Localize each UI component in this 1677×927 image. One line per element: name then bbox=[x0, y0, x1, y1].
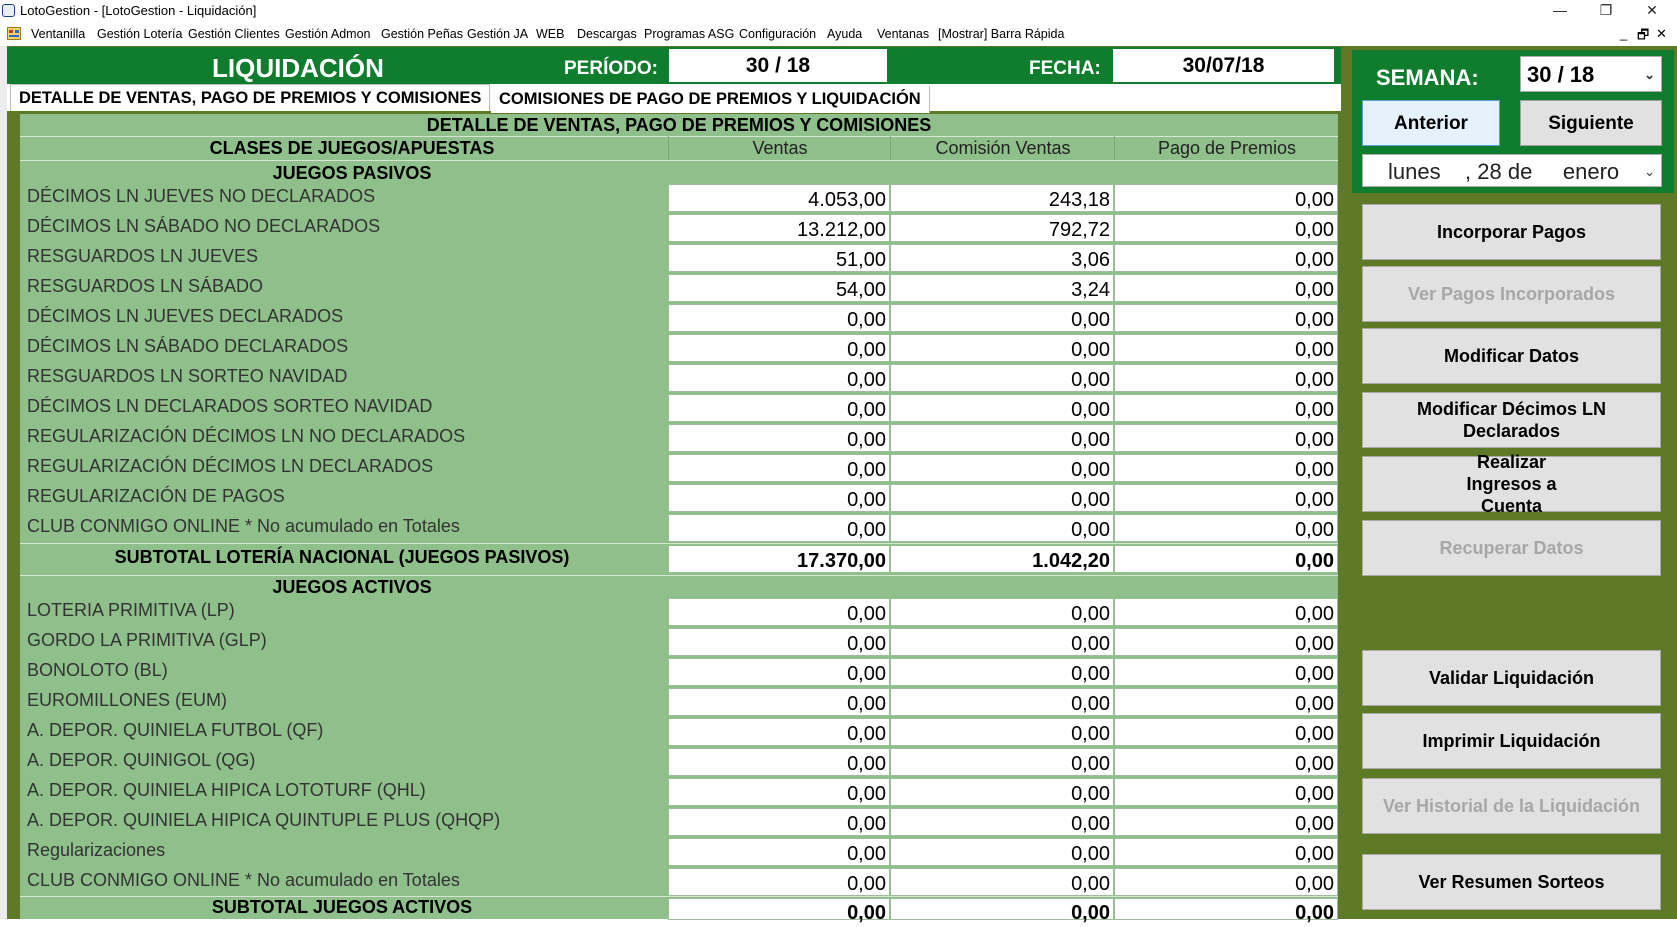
comision-cell[interactable]: 0,00 bbox=[890, 718, 1114, 746]
ventas-cell[interactable]: 0,00 bbox=[668, 838, 890, 866]
comision-cell[interactable]: 0,00 bbox=[890, 868, 1114, 896]
table-row bbox=[20, 837, 1338, 867]
comision-cell[interactable]: 0,00 bbox=[890, 838, 1114, 866]
ventas-cell[interactable]: 0,00 bbox=[668, 688, 890, 716]
row-label: DÉCIMOS LN SÁBADO NO DECLARADOS bbox=[27, 216, 381, 236]
row-label: DÉCIMOS LN SÁBADO DECLARADOS bbox=[27, 336, 349, 356]
mdi-child-icon[interactable] bbox=[7, 27, 21, 40]
ver-historial-button[interactable]: Ver Historial de la Liquidación bbox=[1362, 778, 1661, 834]
comision-cell[interactable]: 0,00 bbox=[890, 304, 1114, 332]
premios-cell[interactable]: 0,00 bbox=[1114, 658, 1338, 686]
table-row bbox=[20, 483, 1338, 513]
col-header-comision: Comisión Ventas bbox=[890, 136, 1115, 160]
subtotal-premios: 0,00 bbox=[1114, 898, 1338, 920]
realizar-ingresos-button[interactable]: Realizar Ingresos a Cuenta bbox=[1362, 456, 1661, 512]
recuperar-datos-button[interactable]: Recuperar Datos bbox=[1362, 520, 1661, 576]
table-row bbox=[20, 273, 1338, 303]
row-label: RESGUARDOS LN SÁBADO bbox=[27, 276, 264, 296]
modificar-decimos-button[interactable]: Modificar Décimos LN Declarados bbox=[1362, 392, 1661, 448]
chevron-down-icon: ⌄ bbox=[1644, 67, 1655, 82]
ventas-cell[interactable]: 0,00 bbox=[668, 868, 890, 896]
premios-cell[interactable]: 0,00 bbox=[1114, 244, 1338, 272]
comision-cell[interactable]: 0,00 bbox=[890, 424, 1114, 452]
comision-cell[interactable]: 0,00 bbox=[890, 394, 1114, 422]
date-picker[interactable] bbox=[1362, 154, 1662, 187]
row-label: Regularizaciones bbox=[27, 840, 166, 860]
row-label: A. DEPOR. QUINIELA HIPICA QUINTUPLE PLUS (QHQP) bbox=[27, 810, 501, 830]
premios-cell[interactable]: 0,00 bbox=[1114, 364, 1338, 392]
table-row bbox=[20, 513, 1338, 543]
col-header-premios: Pago de Premios bbox=[1114, 136, 1339, 160]
menu-configuracion[interactable]: Configuración bbox=[739, 27, 817, 41]
subtotal-ventas: 0,00 bbox=[668, 898, 890, 920]
table-row bbox=[20, 363, 1338, 393]
table-row bbox=[20, 453, 1338, 483]
menu-programas-asg[interactable]: Programas ASG bbox=[644, 27, 735, 41]
menu-ventanas[interactable]: Ventanas bbox=[877, 27, 930, 41]
table-row bbox=[20, 423, 1338, 453]
table-row bbox=[20, 807, 1338, 837]
semana-label: SEMANA: bbox=[1376, 65, 1479, 90]
subtotal-row bbox=[20, 544, 1338, 574]
premios-cell[interactable]: 0,00 bbox=[1114, 424, 1338, 452]
ventas-cell[interactable]: 0,00 bbox=[668, 334, 890, 362]
table-row bbox=[20, 393, 1338, 423]
premios-cell[interactable]: 0,00 bbox=[1114, 214, 1338, 242]
ventas-cell[interactable]: 0,00 bbox=[668, 394, 890, 422]
ventas-cell[interactable]: 0,00 bbox=[668, 514, 890, 542]
comision-cell[interactable]: 0,00 bbox=[890, 658, 1114, 686]
premios-cell[interactable]: 0,00 bbox=[1114, 598, 1338, 626]
maximize-button[interactable]: ❐ bbox=[1599, 2, 1613, 18]
incorporar-pagos-button[interactable]: Incorporar Pagos bbox=[1362, 204, 1661, 260]
menu-gestion-clientes[interactable]: Gestión Clientes bbox=[188, 27, 280, 41]
table-row bbox=[20, 183, 1338, 213]
menu-gestion-admon[interactable]: Gestión Admon bbox=[285, 27, 371, 41]
chevron-down-icon: ⌄ bbox=[1642, 155, 1655, 187]
premios-cell[interactable]: 0,00 bbox=[1114, 718, 1338, 746]
comision-cell[interactable]: 0,00 bbox=[890, 598, 1114, 626]
mdi-minimize-button[interactable]: _ bbox=[1620, 26, 1628, 41]
row-label: DÉCIMOS LN JUEVES DECLARADOS bbox=[27, 306, 344, 326]
row-label: A. DEPOR. QUINIELA HIPICA LOTOTURF (QHL) bbox=[27, 780, 426, 800]
comision-cell[interactable]: 0,00 bbox=[890, 688, 1114, 716]
row-label: DÉCIMOS LN DECLARADOS SORTEO NAVIDAD bbox=[27, 396, 433, 416]
table-row bbox=[20, 687, 1338, 717]
row-label: BONOLOTO (BL) bbox=[27, 660, 168, 680]
comision-cell[interactable]: 0,00 bbox=[890, 778, 1114, 806]
row-label: LOTERIA PRIMITIVA (LP) bbox=[27, 600, 235, 620]
ventas-cell[interactable]: 54,00 bbox=[668, 274, 890, 302]
ventas-cell[interactable]: 0,00 bbox=[668, 364, 890, 392]
premios-cell[interactable]: 0,00 bbox=[1114, 628, 1338, 656]
mdi-restore-button[interactable]: 🗗 bbox=[1637, 27, 1650, 42]
semana-select[interactable] bbox=[1520, 56, 1662, 92]
app-icon bbox=[2, 4, 15, 17]
comision-cell[interactable]: 0,00 bbox=[890, 484, 1114, 512]
ventas-cell[interactable]: 0,00 bbox=[668, 424, 890, 452]
table-row bbox=[20, 717, 1338, 747]
ventas-cell[interactable]: 0,00 bbox=[668, 454, 890, 482]
fecha-value: 30/07/18 bbox=[1113, 49, 1334, 82]
table-row bbox=[20, 597, 1338, 627]
premios-cell[interactable]: 0,00 bbox=[1114, 838, 1338, 866]
ventas-cell[interactable]: 4.053,00 bbox=[668, 184, 890, 212]
premios-cell[interactable]: 0,00 bbox=[1114, 748, 1338, 776]
ventas-cell[interactable]: 0,00 bbox=[668, 598, 890, 626]
row-label: A. DEPOR. QUINIGOL (QG) bbox=[27, 750, 256, 770]
minimize-button[interactable]: — bbox=[1553, 2, 1567, 18]
modificar-datos-button[interactable]: Modificar Datos bbox=[1362, 328, 1661, 384]
premios-cell[interactable]: 0,00 bbox=[1114, 688, 1338, 716]
row-label: EUROMILLONES (EUM) bbox=[27, 690, 228, 710]
menu-descargas[interactable]: Descargas bbox=[577, 27, 637, 41]
row-label: REGULARIZACIÓN DE PAGOS bbox=[27, 486, 285, 506]
validar-liquidacion-button[interactable]: Validar Liquidación bbox=[1362, 650, 1661, 706]
menu-barra-rapida[interactable]: [Mostrar] Barra Rápida bbox=[938, 27, 1065, 41]
title-bar bbox=[0, 0, 1677, 22]
premios-cell[interactable]: 0,00 bbox=[1114, 334, 1338, 362]
ventas-cell[interactable]: 0,00 bbox=[668, 484, 890, 512]
left-border bbox=[0, 46, 7, 919]
col-header-clases: CLASES DE JUEGOS/APUESTAS bbox=[209, 138, 495, 158]
table-row bbox=[20, 333, 1338, 363]
comision-cell[interactable]: 0,00 bbox=[890, 628, 1114, 656]
row-label: RESGUARDOS LN JUEVES bbox=[27, 246, 259, 266]
premios-cell[interactable]: 0,00 bbox=[1114, 484, 1338, 512]
table-row bbox=[20, 867, 1338, 897]
premios-cell[interactable]: 0,00 bbox=[1114, 778, 1338, 806]
subtotal-row bbox=[20, 897, 1338, 924]
row-label: CLUB CONMIGO ONLINE * No acumulado en Totales bbox=[27, 870, 460, 890]
ventas-cell[interactable]: 13.212,00 bbox=[668, 214, 890, 242]
table-row bbox=[20, 303, 1338, 333]
comision-cell[interactable]: 0,00 bbox=[890, 748, 1114, 776]
premios-cell[interactable]: 0,00 bbox=[1114, 808, 1338, 836]
subtotal-ventas: 17.370,00 bbox=[668, 545, 890, 573]
subtotal-premios: 0,00 bbox=[1114, 545, 1338, 573]
semana-value: 30 / 18 bbox=[1527, 62, 1595, 87]
comision-cell[interactable]: 0,00 bbox=[890, 334, 1114, 362]
ventas-cell[interactable]: 0,00 bbox=[668, 808, 890, 836]
section-juegos-activos: JUEGOS ACTIVOS bbox=[272, 577, 432, 597]
table-row bbox=[20, 213, 1338, 243]
premios-cell[interactable]: 0,00 bbox=[1114, 274, 1338, 302]
subtotal-comision: 0,00 bbox=[890, 898, 1114, 920]
close-window-button[interactable]: ✕ bbox=[1646, 2, 1658, 18]
fecha-label: FECHA: bbox=[1029, 58, 1101, 79]
row-label: CLUB CONMIGO ONLINE * No acumulado en Totales bbox=[27, 516, 460, 536]
ventas-cell[interactable]: 0,00 bbox=[668, 748, 890, 776]
menu-gestion-loteria[interactable]: Gestión Lotería bbox=[97, 27, 183, 41]
table-row bbox=[20, 627, 1338, 657]
table-row bbox=[20, 747, 1338, 777]
tab-comisiones-liquidacion[interactable]: COMISIONES DE PAGO DE PREMIOS Y LIQUIDACIÓN bbox=[491, 86, 930, 113]
comision-cell[interactable]: 0,00 bbox=[890, 364, 1114, 392]
subtotal-comision: 1.042,20 bbox=[890, 545, 1114, 573]
table-title: DETALLE DE VENTAS, PAGO DE PREMIOS Y COMISIONES bbox=[426, 115, 932, 135]
row-label: A. DEPOR. QUINIELA FUTBOL (QF) bbox=[27, 720, 324, 740]
row-label: RESGUARDOS LN SORTEO NAVIDAD bbox=[27, 366, 348, 386]
premios-cell[interactable]: 0,00 bbox=[1114, 454, 1338, 482]
table-row bbox=[20, 243, 1338, 273]
comision-cell[interactable]: 0,00 bbox=[890, 454, 1114, 482]
table-row bbox=[20, 657, 1338, 687]
ver-pagos-incorporados-button[interactable]: Ver Pagos Incorporados bbox=[1362, 266, 1661, 322]
premios-cell[interactable]: 0,00 bbox=[1114, 394, 1338, 422]
ventas-cell[interactable]: 51,00 bbox=[668, 244, 890, 272]
premios-cell[interactable]: 0,00 bbox=[1114, 184, 1338, 212]
periodo-value: 30 / 18 bbox=[669, 49, 887, 82]
date-value: lunes , 28 de enero bbox=[1388, 159, 1620, 184]
premios-cell[interactable]: 0,00 bbox=[1114, 304, 1338, 332]
col-header-ventas: Ventas bbox=[668, 136, 891, 160]
premios-cell[interactable]: 0,00 bbox=[1114, 514, 1338, 542]
subtotal-label: SUBTOTAL LOTERÍA NACIONAL (JUEGOS PASIVOS) bbox=[114, 547, 570, 567]
comision-cell[interactable]: 3,24 bbox=[890, 274, 1114, 302]
table-row bbox=[20, 777, 1338, 807]
row-label: REGULARIZACIÓN DÉCIMOS LN NO DECLARADOS bbox=[27, 426, 466, 446]
ventas-cell[interactable]: 0,00 bbox=[668, 718, 890, 746]
divider bbox=[20, 160, 1338, 161]
comision-cell[interactable]: 3,06 bbox=[890, 244, 1114, 272]
ventas-cell[interactable]: 0,00 bbox=[668, 304, 890, 332]
ventas-cell[interactable]: 0,00 bbox=[668, 628, 890, 656]
menu-web[interactable]: WEB bbox=[536, 27, 565, 41]
tab-detalle-ventas[interactable]: DETALLE DE VENTAS, PAGO DE PREMIOS Y COMISIONES bbox=[10, 84, 490, 111]
comision-cell[interactable]: 0,00 bbox=[890, 514, 1114, 542]
tab-strip bbox=[7, 84, 1341, 111]
imprimir-liquidacion-button[interactable]: Imprimir Liquidación bbox=[1362, 713, 1661, 769]
comision-cell[interactable]: 792,72 bbox=[890, 214, 1114, 242]
menu-bar bbox=[0, 22, 1677, 47]
ventas-cell[interactable]: 0,00 bbox=[668, 658, 890, 686]
siguiente-button[interactable]: Siguiente bbox=[1520, 100, 1662, 146]
page-title: LIQUIDACIÓN bbox=[212, 53, 384, 83]
periodo-label: PERÍODO: bbox=[564, 58, 658, 79]
menu-ayuda[interactable]: Ayuda bbox=[827, 27, 863, 41]
menu-gestion-ja[interactable]: Gestión JA bbox=[467, 27, 529, 41]
ventas-cell[interactable]: 0,00 bbox=[668, 778, 890, 806]
comision-cell[interactable]: 0,00 bbox=[890, 808, 1114, 836]
row-label: DÉCIMOS LN JUEVES NO DECLARADOS bbox=[27, 186, 376, 206]
menu-ventanilla[interactable]: Ventanilla bbox=[31, 27, 86, 41]
row-label: GORDO LA PRIMITIVA (GLP) bbox=[27, 630, 267, 650]
ver-resumen-sorteos-button[interactable]: Ver Resumen Sorteos bbox=[1362, 854, 1661, 910]
menu-gestion-penas[interactable]: Gestión Peñas bbox=[381, 27, 463, 41]
mdi-close-button[interactable]: ✕ bbox=[1656, 26, 1667, 41]
section-juegos-pasivos: JUEGOS PASIVOS bbox=[272, 163, 432, 183]
anterior-button[interactable]: Anterior bbox=[1362, 100, 1500, 146]
window-title: LotoGestion - [LotoGestion - Liquidación] bbox=[20, 3, 257, 18]
comision-cell[interactable]: 243,18 bbox=[890, 184, 1114, 212]
subtotal-label: SUBTOTAL JUEGOS ACTIVOS bbox=[211, 897, 473, 917]
premios-cell[interactable]: 0,00 bbox=[1114, 868, 1338, 896]
row-label: REGULARIZACIÓN DÉCIMOS LN DECLARADOS bbox=[27, 456, 434, 476]
